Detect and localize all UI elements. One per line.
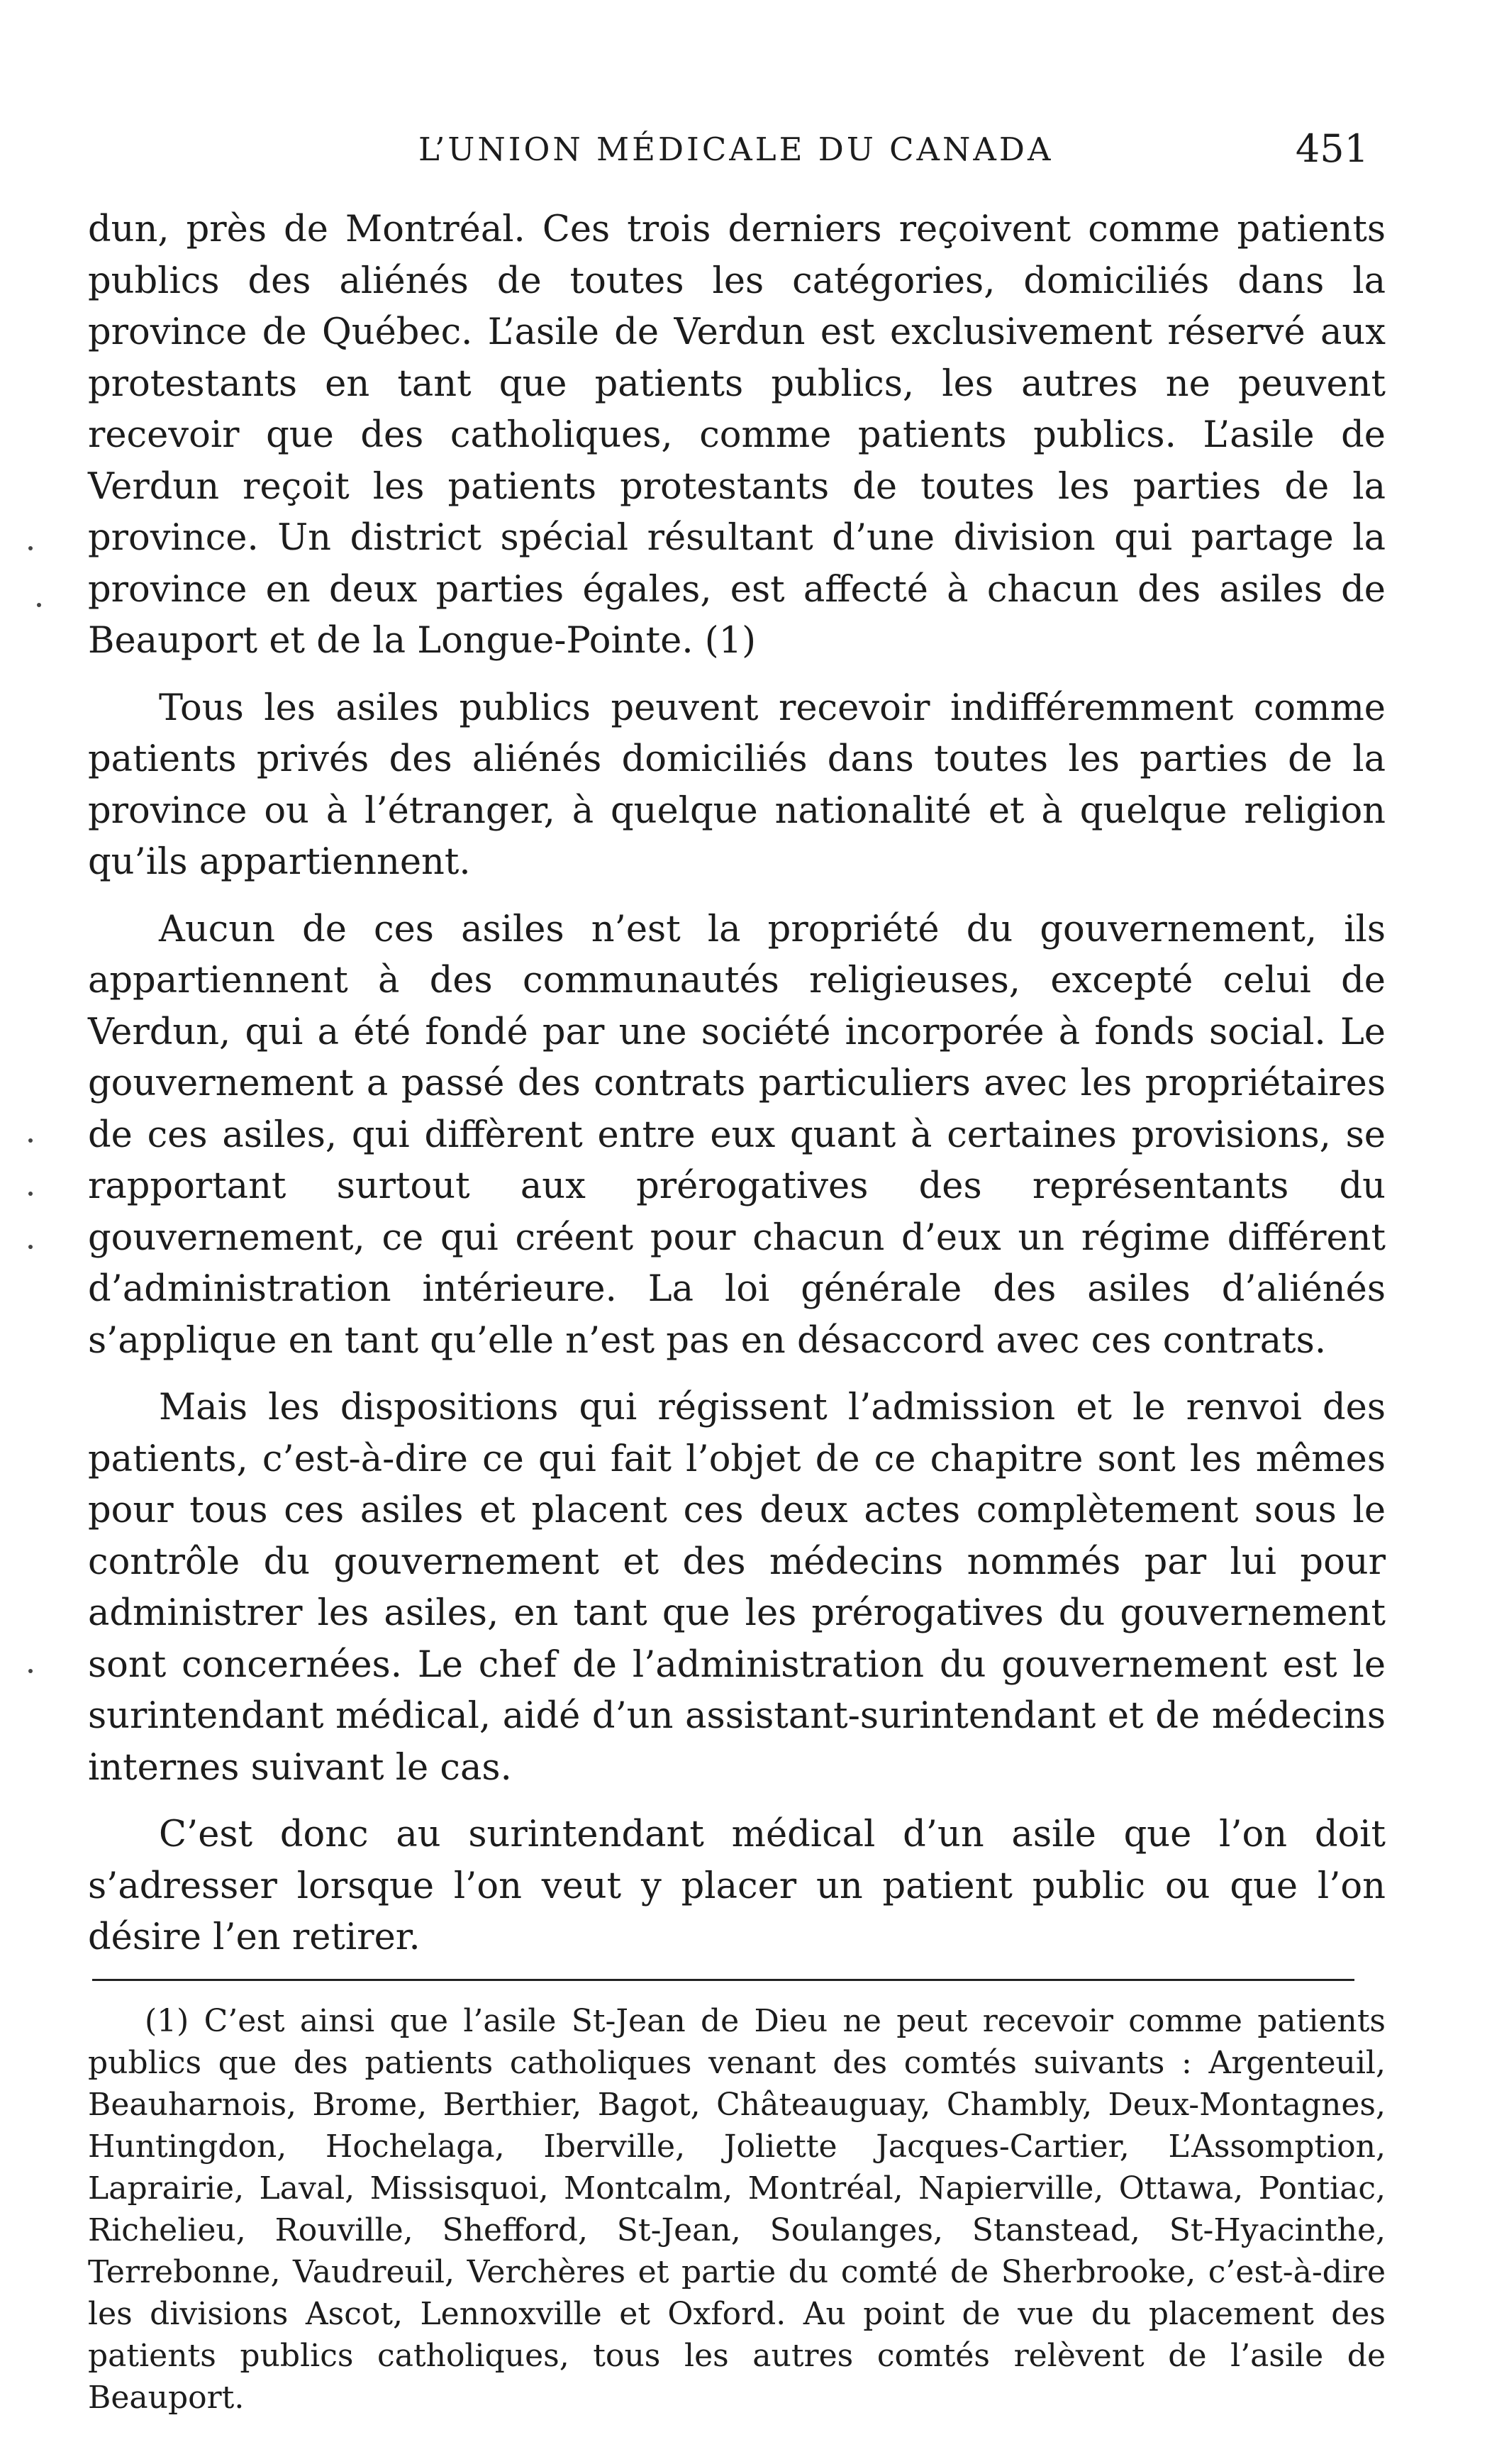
margin-speck [28,1192,33,1196]
paragraph: Tous les asiles publics peuvent recevoir indifféremment comme patients privés des aliénés domiciliés dans toutes les parties de la province ou à l’étranger, à quelque nationalité et à quelque religion qu’ils appartiennent. [88,687,1386,883]
paragraph: C’est donc au surintendant médical d’un asile que l’on doit s’adresser lorsque l’on veut y placer un patient public ou que l’on désire l’en retirer. [88,1814,1386,1958]
paragraph: dun, près de Montréal. Ces trois derniers reçoivent comme patients publics des aliénés de toutes les catégories, domiciliés dans la province de Québec. L’asile de Verdun est exclusivement réservé aux protestants en tant que patients publics, les autres ne peuvent recevoir que des catholiques, comme patients publics. L’asile de Verdun reçoit les patients protestants de toutes les parties de la province. Un district spécial résultant d’une division qui partage la province en deux parties égales, est affecté à chacun des asiles de Beauport et de la Longue-Pointe. (1) [88,209,1386,662]
margin-speck [37,603,41,607]
margin-speck [28,546,33,550]
footnote-divider [92,1979,1354,1981]
margin-speck [28,1669,33,1673]
paragraph: Mais les dispositions qui régissent l’admission et le renvoi des patients, c’est-à-dire ce qui fait l’objet de ce chapitre sont les mêmes pour tous ces asiles et placent ces deux actes complètement sous le contrôle du gouvernement et des médecins nommés par lui pour administrer les asiles, en tant que les prérogatives du gouvernement sont concernées. Le chef de l’administration du gouvernement est le surintendant médical, aidé d’un assistant-surintendant et de médecins internes suivant le cas. [88,1387,1386,1789]
margin-speck [28,1245,33,1249]
main-text [88,204,1386,1964]
footnote: (1) C’est ainsi que l’asile St-Jean de Dieu ne peut recevoir comme patients publics que des patients catholiques venant des comtés suivants : Argenteuil, Beauharnois, Brome, Berthier, Bagot, Châteauguay, Chambly, Deux-Montagnes, Huntingdon, Hochelaga, Iberville, Joliette Jacques-Cartier, L’Assomption, Laprairie, Laval, Missisquoi, Montcalm, Montréal, Napierville, Ottawa, Pontiac, Richelieu, Rouville, Shefford, St-Jean, Soulanges, Stanstead, St-Hyacinthe, Terrebonne, Vaudreuil, Verchères et partie du comté de Sherbrooke, c’est-à-dire les divisions Ascot, Lennoxville et Oxford. Au point de vue du placement des patients publics catholiques, tous les autres comtés relèvent de l’asile de Beauport. [88,2003,1386,2416]
page-header [92,126,1369,183]
margin-speck [28,1138,33,1143]
page-number: 451 [1295,126,1369,171]
running-title: L’UNION MÉDICALE DU CANADA [418,131,1054,168]
paragraph: Aucun de ces asiles n’est la propriété du gouvernement, ils appartiennent à des communautés religieuses, excepté celui de Verdun, qui a été fondé par une société incorporée à fonds social. Le gouvernement a passé des contrats particuliers avec les propriétaires de ces asiles, qui diffèrent entre eux quant à certaines provisions, se rapportant surtout aux prérogatives des représentants du gouvernement, ce qui créent pour chacun d’eux un régime différent d’administration intérieure. La loi générale des asiles d’aliénés s’applique en tant qu’elle n’est pas en désaccord avec ces contrats. [88,908,1386,1362]
margin-specks [28,0,57,2464]
